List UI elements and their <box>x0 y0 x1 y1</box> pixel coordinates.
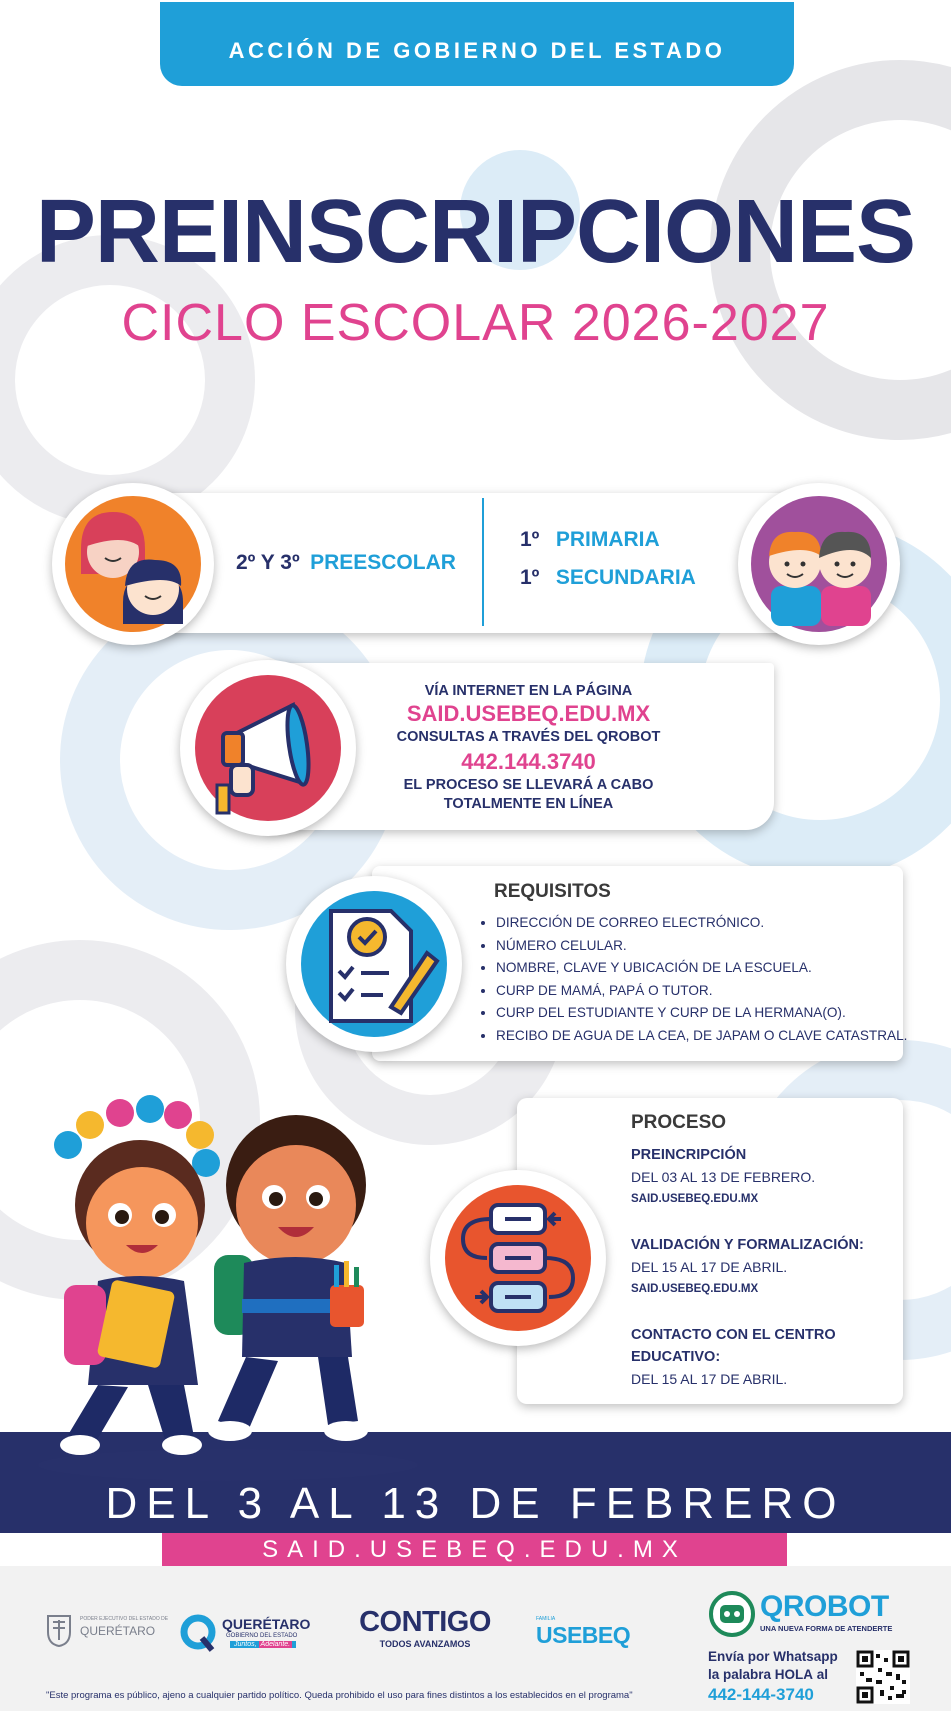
requirements-title: REQUISITOS <box>494 881 611 902</box>
contigo-sub: TODOS AVANZAMOS <box>379 1639 471 1649</box>
process-step <box>631 1324 901 1390</box>
online-line2: CONSULTAS A TRAVÉS DEL QROBOT <box>396 729 661 745</box>
level-preescolar <box>236 551 456 575</box>
wa-phone: 442-144-3740 <box>708 1685 814 1704</box>
process-step-heading: VALIDACIÓN Y FORMALIZACIÓN: <box>631 1237 864 1253</box>
usebeq-name: USEBEQ <box>536 1622 631 1648</box>
online-url-link[interactable]: SAID.USEBEQ.EDU.MX <box>406 701 651 726</box>
levels-card <box>112 493 822 633</box>
requirement-item: • NOMBRE, CLAVE Y UBICACIÓN DE LA ESCUELA. <box>496 957 916 980</box>
queretaro-logo <box>180 1614 320 1654</box>
level-grade: 1º <box>520 528 540 551</box>
girl-student <box>54 1095 220 1455</box>
boy-student <box>208 1115 368 1441</box>
coat-of-arms-icon <box>44 1612 74 1648</box>
level-name: PREESCOLAR <box>310 551 456 574</box>
requirement-item: • CURP DE MAMÁ, PAPÁ O TUTOR. <box>496 980 916 1003</box>
qro-tag1: Juntos, <box>234 1641 257 1648</box>
footer-dates: DEL 3 AL 13 DE FEBRERO <box>105 1479 846 1528</box>
qrobot-logo <box>708 1590 928 1636</box>
process-flow-icon <box>430 1170 606 1346</box>
whatsapp-instructions <box>708 1648 858 1706</box>
process-step-heading: PREINCRIPCIÓN <box>631 1147 747 1163</box>
usebeq-logo <box>536 1616 656 1656</box>
gov-logo-name: QUERÉTARO <box>80 1624 156 1638</box>
contigo-logo <box>350 1606 500 1662</box>
process-title: PROCESO <box>631 1112 727 1133</box>
preschool-kids-icon <box>52 483 214 645</box>
level-name: PRIMARIA <box>555 528 660 551</box>
level-secundaria <box>520 566 696 590</box>
gov-logo-small-text: PODER EJECUTIVO DEL ESTADO DE <box>80 1616 169 1622</box>
wa-line2-a: la palabra <box>708 1667 775 1682</box>
government-banner: ACCIÓN DE GOBIERNO DEL ESTADO <box>160 2 794 86</box>
online-line1: VÍA INTERNET EN LA PÁGINA <box>424 683 633 699</box>
process-step-dates: DEL 03 AL 13 DE FEBRERO. <box>631 1169 816 1185</box>
q-logo-icon <box>180 1614 216 1652</box>
wa-line1: Envía por Whatsapp <box>708 1649 838 1664</box>
level-grade: 1º <box>520 566 540 589</box>
robot-icon <box>708 1590 756 1638</box>
qro-sub: GOBIERNO DEL ESTADO <box>226 1633 298 1639</box>
process-step-url[interactable]: SAID.USEBEQ.EDU.MX <box>631 1193 759 1205</box>
process-step-url[interactable]: SAID.USEBEQ.EDU.MX <box>631 1283 759 1295</box>
process-step <box>631 1144 901 1210</box>
process-step-heading: CONTACTO CON EL CENTRO <box>631 1327 836 1343</box>
primary-kids-icon <box>738 483 900 645</box>
megaphone-icon <box>180 660 356 836</box>
disclaimer: "Este programa es público, ajeno a cualquier partido político. Queda prohibido el uso para fines distintos a los establecidos en el programa" <box>46 1690 633 1701</box>
process-step <box>631 1234 901 1300</box>
page-title: PREINSCRIPCIONES <box>35 182 916 282</box>
process-step-dates: DEL 15 AL 17 DE ABRIL. <box>631 1371 788 1387</box>
wa-line2 <box>708 1666 858 1684</box>
qr-code-icon[interactable] <box>856 1650 910 1704</box>
requirement-item: • DIRECCIÓN DE CORREO ELECTRÓNICO. <box>496 912 916 935</box>
level-name: SECUNDARIA <box>555 566 696 589</box>
qrobot-name: QROBOT <box>760 1590 889 1623</box>
requirement-item: • CURP DEL ESTUDIANTE Y CURP DE LA HERMANA(O). <box>496 1002 916 1025</box>
levels-divider <box>482 498 484 626</box>
wa-hola: HOLA <box>774 1667 814 1682</box>
checklist-icon <box>286 876 462 1052</box>
online-line4: TOTALMENTE EN LÍNEA <box>443 796 614 812</box>
online-phone: 442.144.3740 <box>461 749 596 774</box>
level-grade: 2º Y 3º <box>236 551 300 574</box>
qro-tagline <box>230 1641 296 1648</box>
page-subtitle: CICLO ESCOLAR 2026-2027 <box>121 294 830 352</box>
requirement-item: • RECIBO DE AGUA DE LA CEA, DE JAPAM O CLAVE CATASTRAL. <box>496 1025 916 1048</box>
online-line3: EL PROCESO SE LLEVARÁ A CABO <box>403 777 654 793</box>
footer-url-link[interactable]: SAID.USEBEQ.EDU.MX <box>162 1533 787 1566</box>
level-primaria <box>520 528 660 552</box>
process-step-dates: DEL 15 AL 17 DE ABRIL. <box>631 1259 788 1275</box>
usebeq-small: FAMILIA <box>536 1616 556 1622</box>
contigo-name: CONTIGO <box>359 1606 491 1638</box>
state-government-logo <box>44 1612 169 1648</box>
qrobot-sub: UNA NUEVA FORMA DE ATENDERTE <box>760 1624 893 1633</box>
students-illustration <box>28 1085 428 1485</box>
requirements-list <box>480 912 916 1047</box>
qro-name: QUERÉTARO <box>222 1616 311 1632</box>
wa-line2-c: al <box>813 1667 829 1682</box>
qro-tag2: Adelante. <box>260 1641 291 1648</box>
requirement-item: • NÚMERO CELULAR. <box>496 935 916 958</box>
process-step-heading-2: EDUCATIVO: <box>631 1349 721 1365</box>
